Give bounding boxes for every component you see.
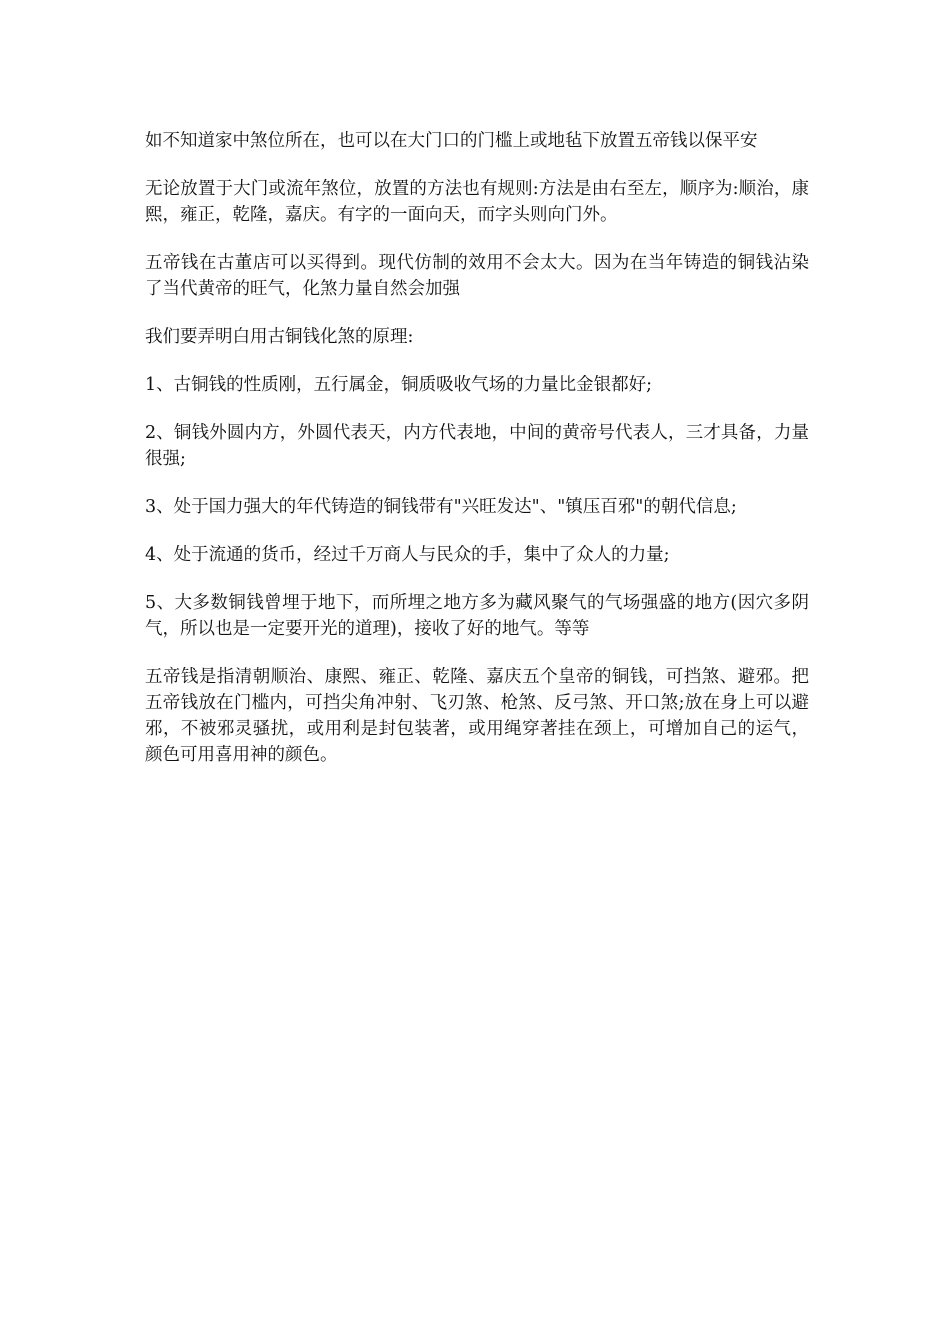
list-item-3: 3、处于国力强大的年代铸造的铜钱带有"兴旺发达"、"镇压百邪"的朝代信息;	[145, 497, 737, 517]
paragraph-4: 我们要弄明白用古铜钱化煞的原理:	[145, 327, 414, 347]
list-item-5: 5、大多数铜钱曾埋于地下，而所埋之地方多为藏风聚气的气场强盛的地方(因穴多阴气，所以也是一定要开光的道理)，接收了好的地气。等等	[145, 593, 809, 639]
list-item-4: 4、处于流通的货币，经过千万商人与民众的手，集中了众人的力量;	[145, 545, 670, 565]
paragraph-1: 如不知道家中煞位所在，也可以在大门口的门槛上或地毡下放置五帝钱以保平安	[145, 131, 758, 151]
paragraph-2: 无论放置于大门或流年煞位，放置的方法也有规则:方法是由右至左，顺序为:顺治，康熙，雍正，乾隆，嘉庆。有字的一面向天，而字头则向门外。	[145, 179, 809, 225]
document-body	[145, 128, 809, 790]
paragraph-3: 五帝钱在古董店可以买得到。现代仿制的效用不会太大。因为在当年铸造的铜钱沾染了当代黄帝的旺气，化煞力量自然会加强	[145, 253, 809, 299]
paragraph-summary: 五帝钱是指清朝顺治、康熙、雍正、乾隆、嘉庆五个皇帝的铜钱，可挡煞、避邪。把五帝钱放在门槛内，可挡尖角冲射、飞刃煞、枪煞、反弓煞、开口煞;放在身上可以避邪，不被邪灵骚扰，或用利是封包装著，或用绳穿著挂在颈上，可增加自己的运气，颜色可用喜用神的颜色。	[145, 667, 809, 765]
list-item-2: 2、铜钱外圆内方，外圆代表天，内方代表地，中间的黄帝号代表人，三才具备，力量很强;	[145, 423, 809, 469]
list-item-1: 1、古铜钱的性质刚，五行属金，铜质吸收气场的力量比金银都好;	[145, 375, 653, 395]
